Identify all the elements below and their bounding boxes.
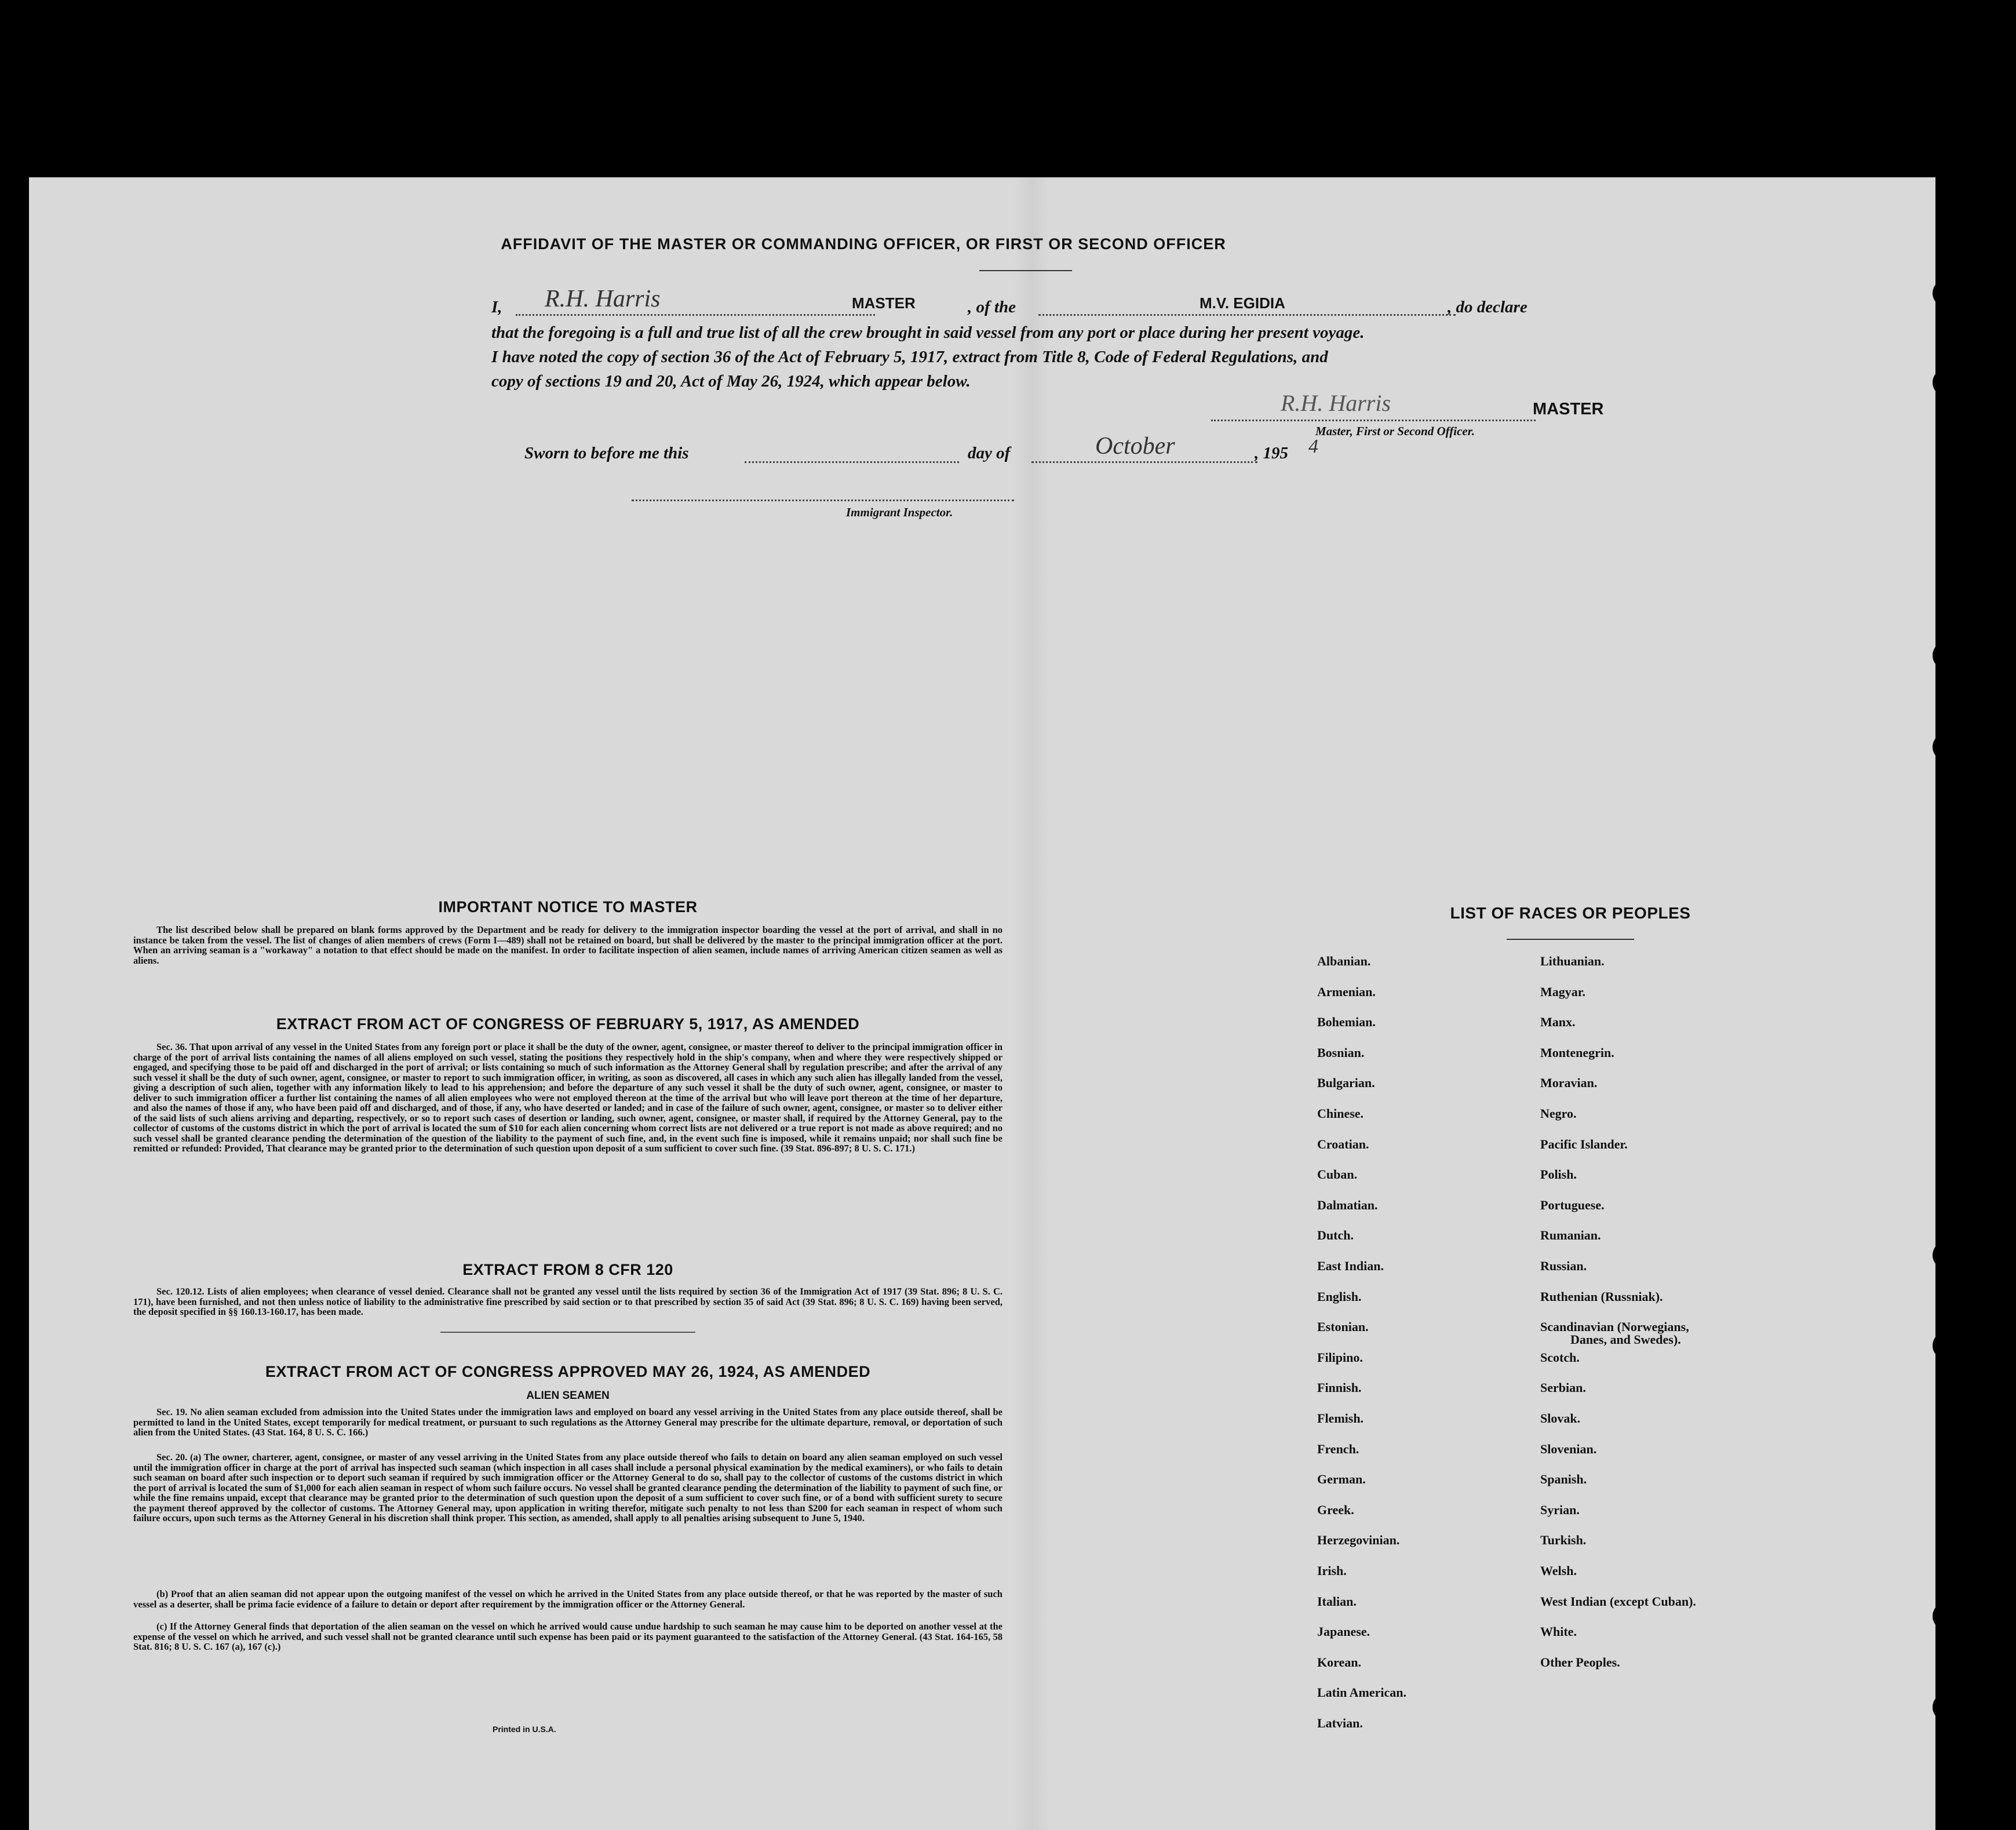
races-title: LIST OF RACES OR PEOPLES [1450, 904, 1691, 922]
affidavit-line-2: that the foregoing is a full and true list of all the crew brought in said vessel from any port or place during her present voyage. [491, 323, 1365, 342]
race-item: Bohemian. [1317, 1015, 1376, 1030]
sec-19-text: Sec. 19. No alien seaman excluded from admission into the United States under the immigration laws and employed on board any vessel arriving in the United States from any place outside thereof, shall be permitted to land in the United States, except temporarily for medical treatment, or pursuant to such regulations as the Attorney General may prescribe for the ultimate departure, removal, or deportation of such alien from the United States. (43 Stat. 164, 8 U. S. C. 166.) [133, 1406, 1002, 1438]
race-item: Italian. [1317, 1594, 1357, 1609]
race-item: Finnish. [1317, 1380, 1362, 1395]
race-item: Scotch. [1540, 1350, 1580, 1365]
do-declare-label: , do declare [1448, 298, 1528, 316]
signer-rank: MASTER [1533, 400, 1604, 418]
extract-1924-title: EXTRACT FROM ACT OF CONGRESS APPROVED MAY 26, 1924, AS AMENDED [265, 1363, 871, 1380]
race-item: French. [1317, 1441, 1359, 1456]
extract-1924-subtitle: ALIEN SEAMEN [526, 1390, 610, 1402]
race-item: Syrian. [1540, 1502, 1580, 1517]
race-item: Negro. [1540, 1106, 1577, 1121]
race-item: Filipino. [1317, 1350, 1363, 1365]
race-item: Pacific Islander. [1540, 1136, 1628, 1151]
race-item: Spanish. [1540, 1472, 1587, 1487]
race-item: Other Peoples. [1540, 1654, 1620, 1669]
race-item: German. [1317, 1472, 1366, 1487]
race-item: Rumanian. [1540, 1228, 1601, 1243]
sworn-day-line [745, 461, 959, 463]
binder-hole [1933, 1602, 1960, 1630]
race-item: Welsh. [1540, 1563, 1577, 1578]
binder-hole [1933, 641, 1960, 669]
races-rule [1507, 939, 1634, 940]
race-item: White. [1540, 1624, 1577, 1639]
race-item: Turkish. [1540, 1533, 1587, 1548]
extract-1917-title: EXTRACT FROM ACT OF CONGRESS OF FEBRUARY 5, 1917, AS AMENDED [276, 1015, 860, 1033]
race-item: Korean. [1317, 1654, 1361, 1669]
sec-20b-text: (b) Proof that an alien seaman did not appear upon the outgoing manifest of the vessel on which he arrived in the United States from any place outside thereof, or that he was reported by the master of such vessel as a deserter, shall be prima facie evidence of a failure to detain or deport after requirement by the immigration officer or the Attorney General. [133, 1588, 1002, 1610]
binder-hole [1933, 1241, 1960, 1269]
page-fold [1014, 177, 1049, 1830]
race-item: Magyar. [1540, 984, 1586, 999]
title-rule [979, 270, 1072, 271]
rank-field: MASTER [852, 294, 916, 312]
vessel-name: M.V. EGIDIA [1200, 294, 1285, 312]
race-item: Cuban. [1317, 1167, 1358, 1182]
printed-in-usa: Printed in U.S.A. [493, 1725, 556, 1734]
race-item: English. [1317, 1289, 1362, 1304]
extract-cfr-title: EXTRACT FROM 8 CFR 120 [462, 1261, 673, 1278]
race-item: Manx. [1540, 1015, 1576, 1030]
race-item: Armenian. [1317, 984, 1376, 999]
of-the-label: , of the [968, 298, 1016, 316]
race-item: Ruthenian (Russniak). [1540, 1289, 1663, 1304]
affidavit-line-4: copy of sections 19 and 20, Act of May 26, 1924, which appear below. [491, 372, 971, 391]
year-suffix: 4 [1308, 436, 1318, 457]
race-item: Moravian. [1540, 1076, 1598, 1091]
master-name: R.H. Harris [545, 286, 661, 312]
binder-hole [1933, 733, 1960, 761]
race-item: Japanese. [1317, 1624, 1370, 1639]
race-item: Bosnian. [1317, 1045, 1365, 1060]
race-item: East Indian. [1317, 1259, 1384, 1273]
race-item: Serbian. [1540, 1380, 1586, 1395]
affidavit-line-3: I have noted the copy of section 36 of the Act of February 5, 1917, extract from Title 8, Code of Federal Regulations, and [491, 348, 1328, 366]
cfr-rule [440, 1332, 695, 1333]
race-item: Flemish. [1317, 1411, 1364, 1426]
race-item: Slovak. [1540, 1411, 1581, 1426]
day-of-label: day of [968, 444, 1011, 462]
inspector-caption: Immigrant Inspector. [846, 505, 953, 519]
race-item: Polish. [1540, 1167, 1577, 1182]
race-item: Albanian. [1317, 954, 1371, 968]
race-item: Greek. [1317, 1502, 1354, 1517]
signer-caption: Master, First or Second Officer. [1315, 424, 1475, 438]
race-item: Lithuanian. [1540, 954, 1605, 968]
race-item: Slovenian. [1540, 1441, 1597, 1456]
race-item: Danes, and Swedes). [1570, 1332, 1681, 1347]
master-name-line [516, 314, 875, 316]
race-item: Russian. [1540, 1259, 1587, 1273]
sworn-month: October [1095, 433, 1175, 460]
master-signature: R.H. Harris [1281, 390, 1391, 416]
year-prefix: , 195 [1255, 444, 1288, 462]
race-item: Bulgarian. [1317, 1076, 1375, 1091]
race-item: Herzegovinian. [1317, 1533, 1400, 1548]
race-item: Dutch. [1317, 1228, 1354, 1243]
signature-line [1211, 420, 1536, 421]
extract-cfr-text: Sec. 120.12. Lists of alien employees; when clearance of vessel denied. Clearance shall not be granted any vessel until the lists required by section 36 of the Immigration Act of 1917 (39 Stat. 896; 8 U. S. C. 171), have been furnished, and not then unless notice of liability to the administrative fine prescribed by said section or to that prescribed by section 35 of said Act (39 Stat. 896; 8 U. S. C. 169) having been served, the deposit specified in §§ 160.13-160.17, has been made. [133, 1286, 1002, 1317]
binder-hole [1933, 279, 1960, 307]
affidavit-i: I, [491, 298, 502, 316]
sworn-prefix: Sworn to before me this [524, 444, 689, 462]
inspector-line [632, 500, 1014, 501]
affidavit-title: AFFIDAVIT OF THE MASTER OR COMMANDING OFFICER, OR FIRST OR SECOND OFFICER [501, 235, 1226, 253]
binder-hole [1933, 1332, 1960, 1359]
binder-hole [1933, 1693, 1960, 1721]
race-item: Montenegrin. [1540, 1045, 1614, 1060]
vessel-line [1038, 314, 1456, 316]
race-item: Irish. [1317, 1563, 1347, 1578]
sec-20a-text: Sec. 20. (a) The owner, charterer, agent, consignee, or master of any vessel arriving in the United States from any place outside thereof who fails to detain on board any alien seaman employed on such vessel until the immigration officer in charge at the port of arrival has inspected such seaman (which inspection in all cases shall include a personal physical examination by the medical examiners), or who fails to detain such seaman on board after such inspection or to deport such seaman if required by such immigration officer or the Attorney General to do so, shall pay to the collector of customs of the customs district in which the port of arrival is located the sum of $1,000 for each alien seaman in respect of whom such failure occurs. No vessel shall be granted clearance pending the determination of the liability to payment of such fine, or while the fine remains unpaid, except that clearance may be granted prior to the determination of such question upon the deposit of a sum sufficient to cover such fine, or of a bond with sufficient surety to secure the payment thereof approved by the collector of customs. The Attorney General may, upon application in writing therefor, mitigate such penalty to not less than $200 for each seaman in respect of whom such failure occurs, upon such terms as the Attorney General in his discretion shall think proper. This section, as amended, shall apply to all penalties arising subsequent to June 5, 1940. [133, 1452, 1003, 1523]
race-item: Latvian. [1317, 1716, 1363, 1730]
race-item: Dalmatian. [1317, 1197, 1378, 1212]
race-item: West Indian (except Cuban). [1540, 1594, 1696, 1609]
extract-1917-text: Sec. 36. That upon arrival of any vessel in the United States from any foreign port or place it shall be the duty of the owner, agent, consignee, or master thereof to deliver to the principal immigration officer in charge of the port of arrival lists containing the names of all aliens employed on such vessel, stating the positions they respectively hold in the ship's company, when and where they were respectively shipped or engaged, and specifying those to be paid off and discharged in the port of arrival; or lists containing so much of such information as the Attorney General shall by regulation prescribe; and after the arrival of any such vessel it shall be the duty of such owner, agent, consignee, or master to report to such immigration officer, in writing, as soon as discovered, all cases in which any such alien has illegally landed from the vessel, giving a description of such alien, together with any information likely to lead to his apprehension; and before the departure of any such vessel it shall be the duty of such owner, agent, consignee, or master to deliver to such immigration officer a further list containing the names of all alien employees who were not employed thereon at the time of the arrival but who will leave port thereon at the time of her departure, and also the names of those if any, who have been paid off and discharged, and of those, if any, who have deserted or landed; and in case of the failure of such owner, agent, consignee, or master so to deliver either of the said lists of such aliens arriving and departing, respectively, or so to report such cases of desertion or landing, such owner, agent, consignee, or master shall, if required by the Attorney General, pay to the collector of customs of the customs district in which the port of arrival is located the sum of $10 for each alien concerning whom correct lists are not delivered or a true report is not made as above required; and no such vessel shall be granted clearance pending the determination of the question of the liability to the payment of such fine, and, in the event such fine is imposed, while it remains unpaid; nor shall such fine be remitted or refunded: Provided, That clearance may be granted prior to the determination of such question upon deposit of a sum sufficient to cover such fine. (39 Stat. 896-897; 8 U. S. C. 171.) [133, 1041, 1002, 1154]
month-line [1031, 461, 1257, 463]
notice-text: The list described below shall be prepared on blank forms approved by the Department and be ready for delivery to the immigration inspector boarding the vessel at the port of arrival, and shall in no instance be taken from the vessel. The list of changes of alien members of crews (Form I—489) shall not be retained on board, but shall be delivered by the master to the principal immigration officer at the port. When an arriving seaman is a "workaway" a notation to that effect should be made on the manifest. In order to facilitate inspection of alien seamen, include names of arriving American citizen seamen as well as aliens. [133, 924, 1002, 966]
sec-20c-text: (c) If the Attorney General finds that deportation of the alien seaman on the vessel on which he arrived would cause undue hardship to such seaman he may cause him to be deported on another vessel at the expense of the vessel on which he arrived, and such vessel shall not be granted clearance until such expense has been paid or its payment guaranteed to the satisfaction of the Attorney General. (43 Stat. 164-165, 58 Stat. 816; 8 U. S. C. 167 (a), 167 (c).) [133, 1621, 1002, 1652]
race-item: Croatian. [1317, 1136, 1369, 1151]
notice-title: IMPORTANT NOTICE TO MASTER [438, 898, 698, 916]
race-item: Portuguese. [1540, 1197, 1605, 1212]
race-item: Estonian. [1317, 1319, 1369, 1335]
race-item: Scandinavian (Norwegians, [1540, 1319, 1689, 1335]
binder-hole [1933, 369, 1960, 396]
race-item: Latin American. [1317, 1685, 1406, 1700]
race-item: Chinese. [1317, 1106, 1364, 1121]
document-page [29, 177, 1935, 1830]
